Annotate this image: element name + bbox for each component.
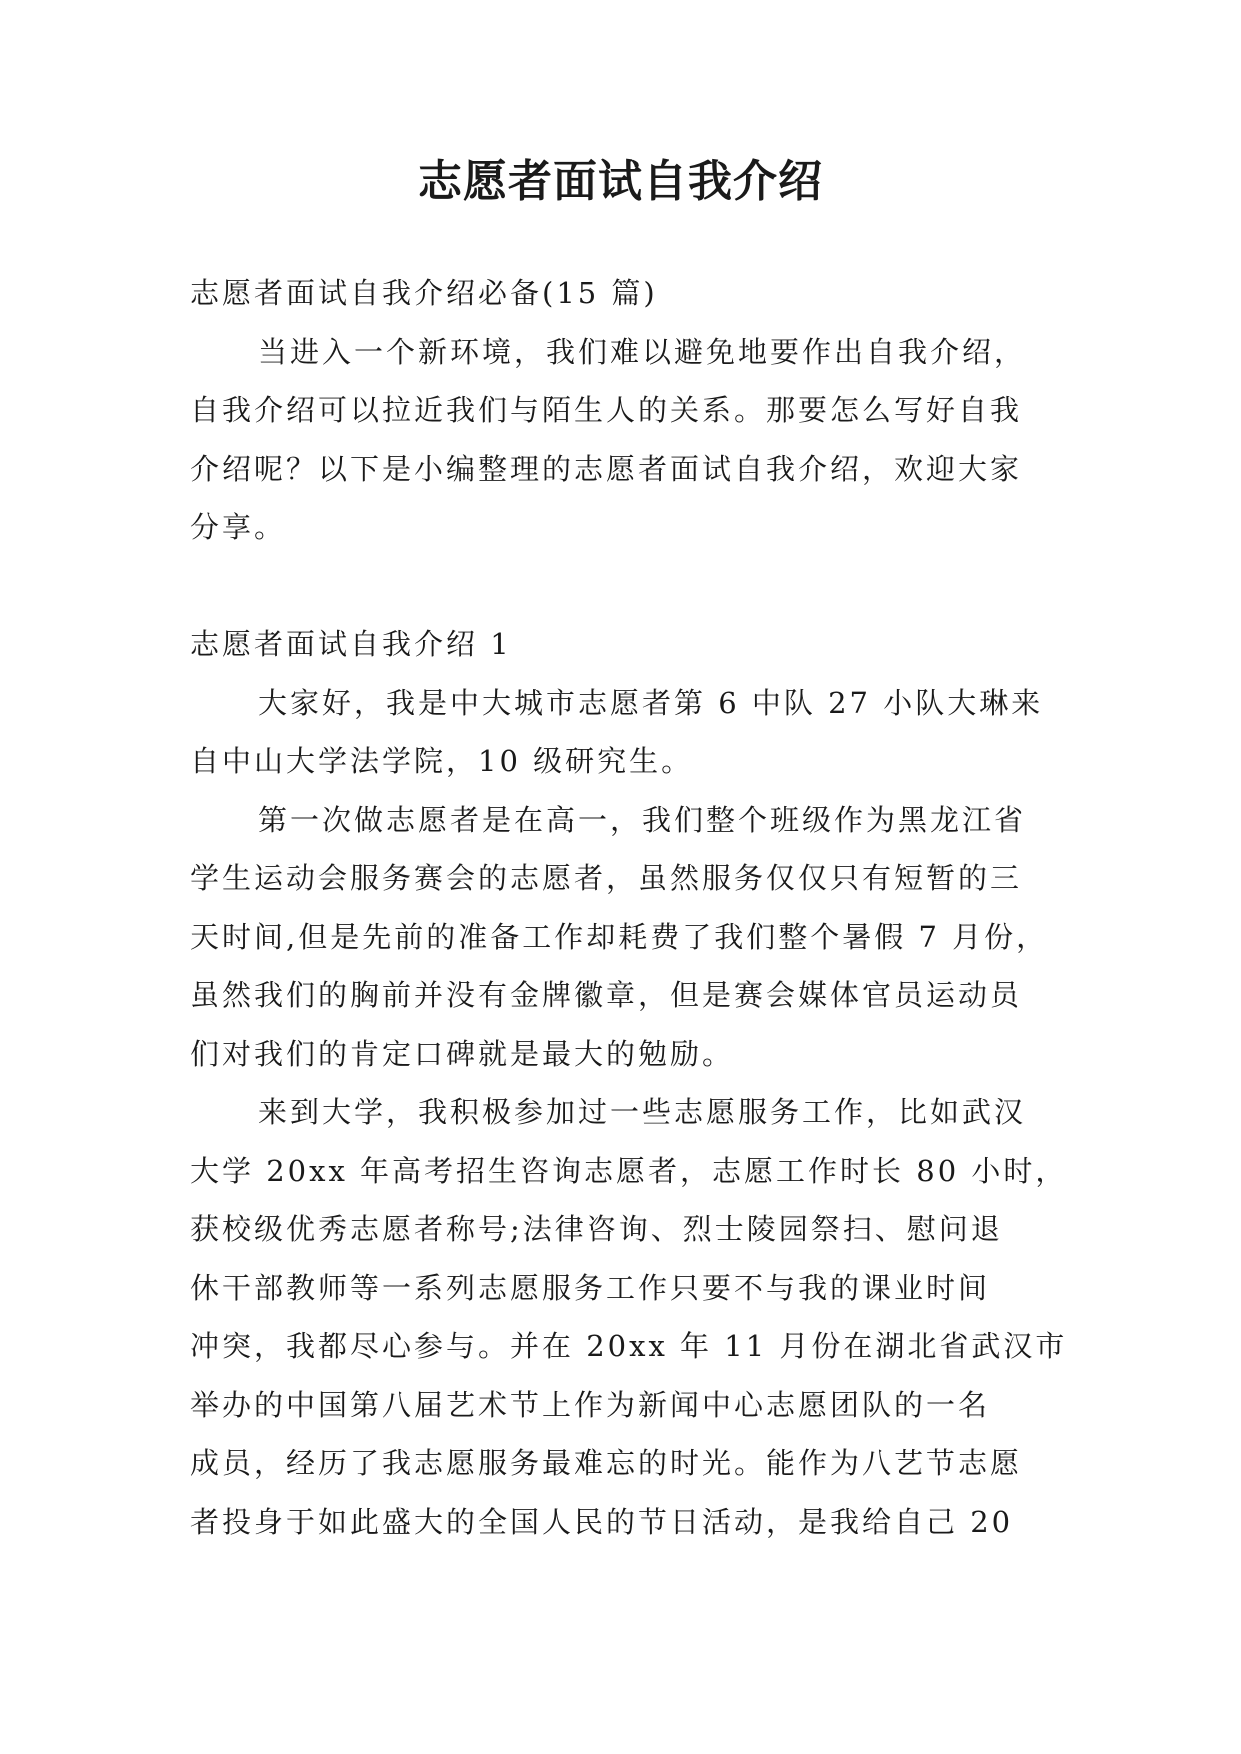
intro-line: 当进入一个新环境，我们难以避免地要作出自我介绍，	[258, 334, 1027, 369]
paragraph-line: 者投身于如此盛大的全国人民的节日活动，是我给自己 20	[190, 1504, 1014, 1539]
document-subtitle: 志愿者面试自我介绍必备(15 篇)	[190, 276, 658, 310]
paragraph-line: 成员，经历了我志愿服务最难忘的时光。能作为八艺节志愿	[190, 1446, 1023, 1480]
paragraph-line: 举办的中国第八届艺术节上作为新闻中心志愿团队的一名	[190, 1387, 991, 1422]
paragraph-line: 们对我们的肯定口碑就是最大的勉励。	[190, 1036, 735, 1071]
paragraph-line: 休干部教师等一系列志愿服务工作只要不与我的课业时间	[190, 1270, 991, 1305]
paragraph-line: 天时间,但是先前的准备工作却耗费了我们整个暑假 7 月份，	[190, 919, 1049, 954]
document-title: 志愿者面试自我介绍	[418, 156, 823, 207]
intro-line: 自我介绍可以拉近我们与陌生人的关系。那要怎么写好自我	[190, 393, 1023, 427]
blank-line	[190, 557, 1070, 616]
paragraph-line: 获校级优秀志愿者称号;法律咨询、烈士陵园祭扫、慰问退	[190, 1212, 1003, 1246]
paragraph-line: 学生运动会服务赛会的志愿者，虽然服务仅仅只有短暂的三	[190, 861, 1023, 895]
document-body	[190, 264, 1070, 1551]
paragraph-line: 第一次做志愿者是在高一，我们整个班级作为黑龙江省	[258, 802, 1027, 837]
paragraph-line: 自中山大学法学院，10 级研究生。	[190, 744, 694, 778]
intro-line: 分享。	[190, 510, 287, 544]
intro-line: 介绍呢？以下是小编整理的志愿者面试自我介绍，欢迎大家	[190, 451, 1023, 486]
paragraph-line: 大家好，我是中大城市志愿者第 6 中队 27 小队大琳来	[258, 685, 1044, 720]
paragraph-line: 冲突，我都尽心参与。并在 20xx 年 11 月份在湖北省武汉市	[190, 1329, 1068, 1363]
section-heading: 志愿者面试自我介绍 1	[190, 627, 512, 661]
paragraph-line: 来到大学，我积极参加过一些志愿服务工作，比如武汉	[258, 1095, 1027, 1129]
paragraph-line: 虽然我们的胸前并没有金牌徽章，但是赛会媒体官员运动员	[190, 978, 1023, 1012]
paragraph-line: 大学 20xx 年高考招生咨询志愿者，志愿工作时长 80 小时，	[190, 1153, 1068, 1188]
